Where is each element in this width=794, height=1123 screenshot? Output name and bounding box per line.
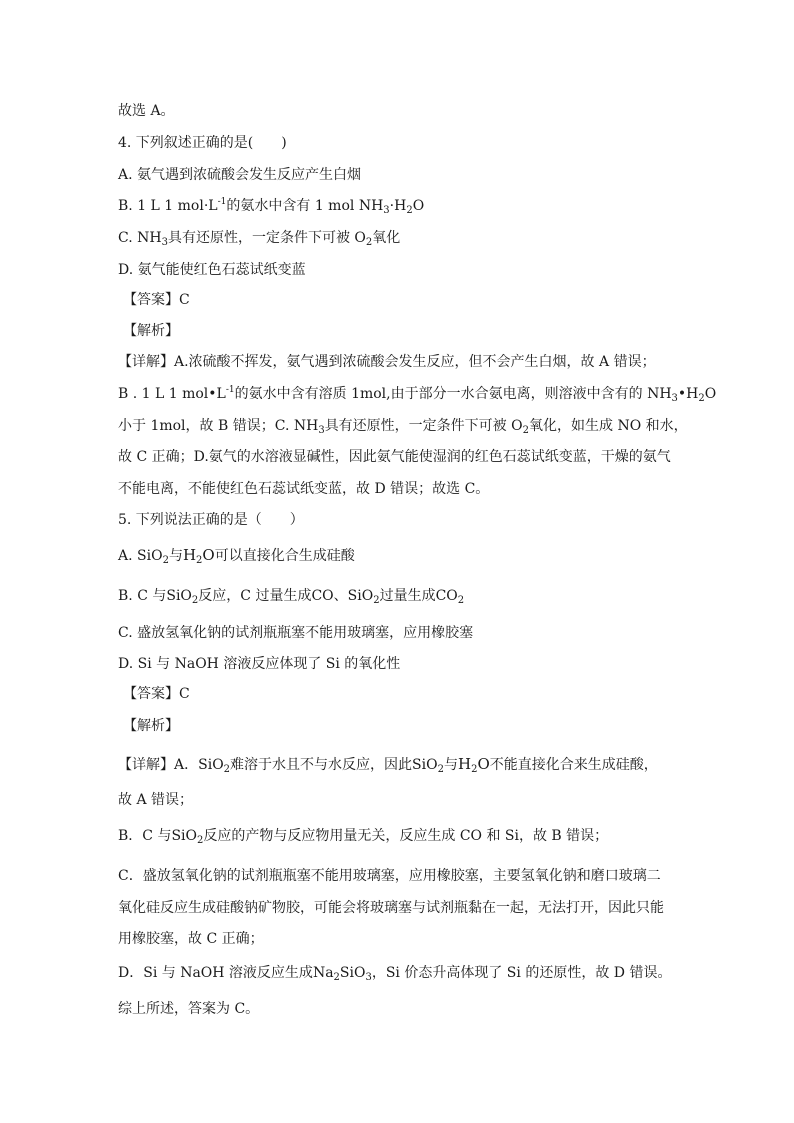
explanation-line bbox=[118, 384, 716, 404]
subscript: 2 bbox=[437, 764, 444, 775]
text-segment: 过量生成 bbox=[379, 588, 436, 604]
analysis-label: 【解析】 bbox=[123, 718, 179, 734]
text-segment: 小于 1mol，故 B 错误；C. NH bbox=[118, 418, 319, 434]
question-5-option-c: C. 盛放氢氧化钠的试剂瓶瓶塞不能用玻璃塞，应用橡胶塞 bbox=[118, 625, 474, 641]
text-segment: D．Si 与 NaOH 溶液反应生成 bbox=[118, 965, 313, 981]
text-segment: 与 bbox=[443, 757, 458, 773]
text-segment: SiO bbox=[347, 588, 374, 604]
explanation-line bbox=[118, 754, 658, 775]
analysis-label: 【解析】 bbox=[123, 323, 179, 339]
subscript: 2 bbox=[406, 205, 413, 216]
text-segment: O bbox=[202, 546, 215, 564]
explanation-line: 故 C 正确；D.氨气的水溶液显碱性，因此氨气能使湿润的红色石蕊试纸变蓝，干燥的氨气 bbox=[118, 449, 671, 465]
text-segment: A. SiO bbox=[118, 548, 163, 564]
subscript: 2 bbox=[365, 237, 373, 248]
text-segment: Na bbox=[312, 965, 334, 981]
subscript: 2 bbox=[162, 555, 169, 566]
subscript: 2 bbox=[522, 425, 529, 436]
subscript: 2 bbox=[223, 764, 231, 775]
text-segment: CO bbox=[311, 588, 334, 604]
explanation-line: C．盛放氢氧化钠的试剂瓶瓶塞不能用玻璃塞，应用橡胶塞，主要氢氧化钠和磨口玻璃二 bbox=[118, 868, 661, 884]
question-5-option-d: D. Si 与 NaOH 溶液反应体现了 Si 的氧化性 bbox=[118, 656, 401, 672]
explanation-line bbox=[118, 826, 608, 846]
text-line: 故选 A。 bbox=[118, 103, 175, 119]
question-4-option-c bbox=[118, 228, 400, 248]
question-5-option-b bbox=[118, 586, 464, 606]
question-4-option-d: D. 氨气能使红色石蕊试纸变蓝 bbox=[118, 262, 306, 278]
text-segment: 与 bbox=[168, 548, 183, 564]
text-segment: H bbox=[182, 546, 197, 564]
text-segment: 的氨水中含有溶质 1mol,由于部分一水合氨电离，则溶液中含有的 NH bbox=[234, 386, 672, 402]
text-segment: 【详解】A． bbox=[118, 757, 199, 773]
explanation-line bbox=[118, 416, 688, 436]
explanation-line: 故 A 错误； bbox=[118, 792, 194, 808]
subscript: 3 bbox=[161, 237, 168, 248]
question-4-stem: 4. 下列叙述正确的是( ) bbox=[118, 135, 287, 151]
text-segment: 反应的产物与反应物用量无关，反应生成 CO 和 Si，故 B 错误； bbox=[203, 828, 609, 844]
text-segment: B. C 与 bbox=[118, 588, 167, 604]
text-segment: 具有还原性，一定条件下可被 O bbox=[167, 230, 366, 246]
text-segment: B. 1 L 1 mol·L bbox=[118, 198, 218, 214]
text-segment: ·H bbox=[389, 198, 407, 214]
text-segment: •H bbox=[677, 386, 699, 402]
subscript: 3 bbox=[383, 205, 390, 216]
subscript: 3 bbox=[318, 425, 325, 436]
explanation-line: 氧化硅反应生成硅酸钠矿物胶，可能会将玻璃塞与试剂瓶黏在一起，无法打开，因此只能 bbox=[118, 900, 664, 916]
text-segment: SiO bbox=[171, 828, 197, 844]
subscript: 3 bbox=[671, 393, 678, 404]
text-segment: 氧化 bbox=[372, 230, 401, 246]
subscript: 2 bbox=[197, 835, 204, 846]
text-segment: O bbox=[477, 755, 490, 773]
superscript: -1 bbox=[225, 385, 235, 395]
text-segment: SiO bbox=[166, 588, 192, 604]
explanation-line: 不能电离，不能使红色石蕊试纸变蓝，故 D 错误；故选 C。 bbox=[118, 481, 490, 497]
text-segment: 氧化，如生成 NO 和水， bbox=[529, 418, 688, 434]
subscript: 2 bbox=[196, 555, 203, 566]
text-segment: O bbox=[704, 386, 717, 402]
text-segment: B．C 与 bbox=[118, 828, 172, 844]
subscript: 2 bbox=[191, 595, 199, 606]
subscript: 3 bbox=[365, 972, 372, 983]
explanation-line: 用橡胶塞，故 C 正确； bbox=[118, 931, 264, 947]
subscript: 2 bbox=[333, 972, 340, 983]
explanation-line: 综上所述，答案为 C。 bbox=[118, 1001, 260, 1017]
text-segment: C. NH bbox=[118, 230, 162, 246]
question-4-option-b bbox=[118, 196, 424, 216]
answer-label: 【答案】C bbox=[123, 686, 190, 702]
explanation-line: 【详解】A.浓硫酸不挥发，氨气遇到浓硫酸会发生反应，但不会产生白烟，故 A 错误； bbox=[118, 354, 656, 370]
subscript: 2 bbox=[698, 393, 705, 404]
superscript: -1 bbox=[217, 197, 227, 207]
text-segment: H bbox=[457, 755, 472, 773]
text-segment: 、 bbox=[333, 588, 348, 604]
text-segment: CO bbox=[435, 588, 458, 604]
question-5-stem: 5. 下列说法正确的是（ ） bbox=[118, 512, 304, 528]
subscript: 2 bbox=[471, 764, 478, 775]
subscript: 2 bbox=[373, 595, 380, 606]
text-segment: ，Si 价态升高体现了 Si 的还原性，故 D 错误。 bbox=[371, 965, 672, 981]
text-segment: 反应，C 过量生成 bbox=[198, 588, 312, 604]
explanation-line bbox=[118, 963, 671, 983]
text-segment: SiO bbox=[339, 965, 366, 981]
text-segment: 难溶于水且不与水反应，因此 bbox=[230, 757, 413, 773]
question-4-option-a: A. 氨气遇到浓硫酸会发生反应产生白烟 bbox=[118, 167, 362, 183]
text-segment: 的氨水中含有 1 mol NH bbox=[226, 198, 384, 214]
subscript: 2 bbox=[457, 595, 465, 606]
text-segment: SiO bbox=[198, 757, 224, 773]
question-5-option-a bbox=[118, 545, 355, 566]
text-segment: 不能直接化合来生成硅酸， bbox=[489, 757, 658, 773]
text-segment: O bbox=[412, 198, 425, 214]
answer-label: 【答案】C bbox=[123, 292, 190, 308]
text-segment: B . 1 L 1 mol•L bbox=[118, 386, 226, 402]
text-segment: SiO bbox=[412, 757, 438, 773]
text-segment: 具有还原性，一定条件下可被 O bbox=[324, 418, 523, 434]
text-segment: 可以直接化合生成硅酸 bbox=[214, 548, 355, 564]
